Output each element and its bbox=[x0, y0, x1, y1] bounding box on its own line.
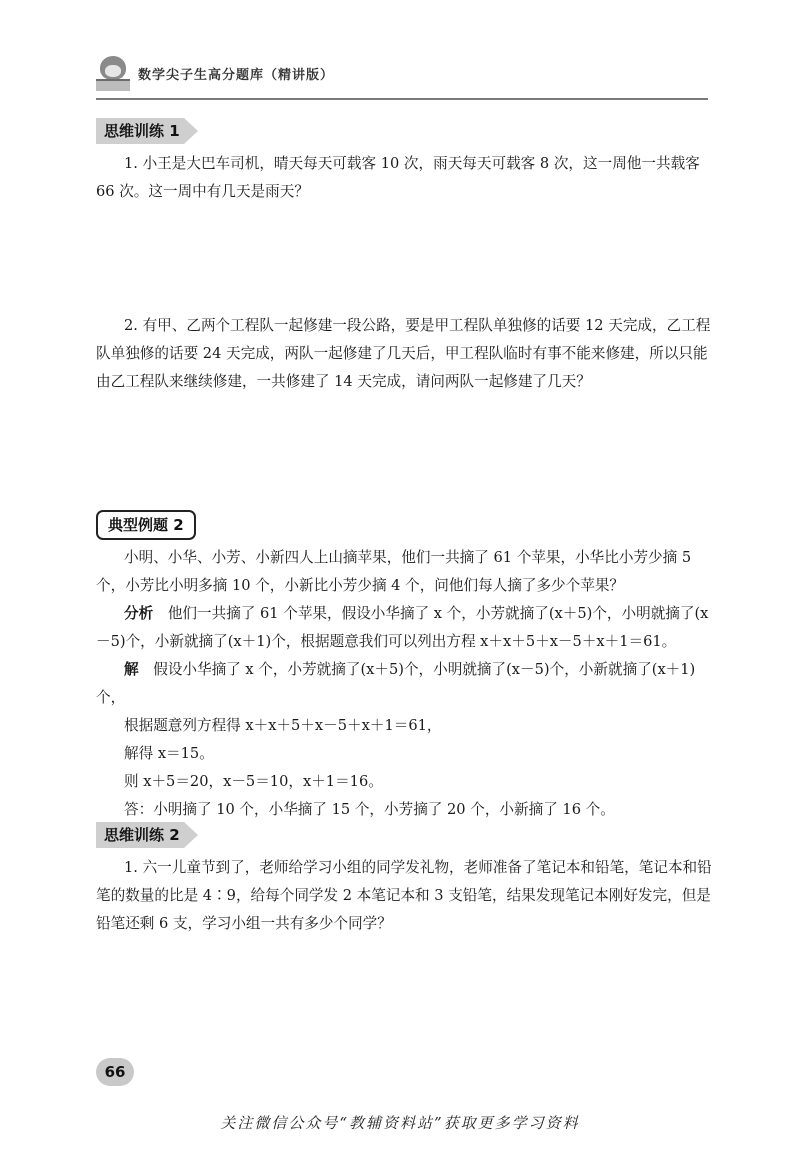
solution-step: 解得 x＝15。 bbox=[124, 745, 214, 762]
analysis-paragraph bbox=[96, 600, 716, 656]
question-text: 1. 六一儿童节到了，老师给学习小组的同学发礼物，老师准备了笔记本和铅笔，笔记本和铅笔的数量的比是 4∶9，给每个同学发 2 本笔记本和 3 支铅笔，结果发现笔记本刚好发完，但是铅笔还剩 6 支，学习小组一共有多少个同学？ bbox=[96, 859, 712, 932]
section-tag-label: 思维训练 1 bbox=[96, 118, 184, 144]
footer-note: 关注微信公众号“教辅资料站”获取更多学习资料 bbox=[220, 1114, 580, 1132]
solution-step: 根据题意列方程得 x＋x＋5＋x－5＋x＋1＝61， bbox=[124, 717, 442, 734]
solution-paragraph bbox=[96, 656, 716, 712]
tag-arrow-icon bbox=[184, 822, 198, 848]
solution-label: 解 bbox=[124, 661, 139, 678]
question-text: 1. 小王是大巴车司机，晴天每天可载客 10 次，雨天每天可载客 8 次，这一周他一共载客 66 次。这一周中有几天是雨天？ bbox=[96, 155, 700, 200]
section-tag-training-1 bbox=[96, 118, 198, 144]
analysis-label: 分析 bbox=[124, 605, 154, 622]
mascot-logo-icon bbox=[96, 56, 130, 90]
question-1-1 bbox=[96, 150, 716, 206]
example-2-body bbox=[96, 544, 716, 824]
page-header bbox=[96, 56, 334, 90]
section-tag-example-2 bbox=[96, 512, 196, 538]
section-tag-training-2 bbox=[96, 822, 198, 848]
header-divider bbox=[96, 98, 708, 100]
example-problem: 小明、小华、小芳、小新四人上山摘苹果，他们一共摘了 61 个苹果，小华比小芳少摘 5 个，小芳比小明多摘 10 个，小新比小芳少摘 4 个，问他们每人摘了多少个苹果？ bbox=[96, 549, 692, 594]
tag-arrow-icon bbox=[184, 118, 198, 144]
solution-text: 假设小华摘了 x 个，小芳就摘了(x＋5)个，小明就摘了(x－5)个，小新就摘了(x＋1)个， bbox=[96, 661, 696, 706]
question-text: 2. 有甲、乙两个工程队一起修建一段公路，要是甲工程队单独修的话要 12 天完成，乙工程队单独修的话要 24 天完成，两队一起修建了几天后，甲工程队临时有事不能来修建，所以只能由乙工程队来继续修建，一共修建了 14 天完成，请问两队一起修建了几天？ bbox=[96, 317, 711, 390]
solution-answer: 答：小明摘了 10 个，小华摘了 15 个，小芳摘了 20 个，小新摘了 16 个。 bbox=[124, 801, 615, 818]
question-2-1 bbox=[96, 854, 716, 938]
question-1-2 bbox=[96, 312, 716, 396]
page-number: 66 bbox=[96, 1058, 134, 1086]
book-title: 数学尖子生高分题库（精讲版） bbox=[138, 67, 335, 83]
solution-step: 则 x＋5＝20，x－5＝10，x＋1＝16。 bbox=[124, 773, 383, 790]
analysis-text: 他们一共摘了 61 个苹果，假设小华摘了 x 个，小芳就摘了(x＋5)个，小明就摘了(x－5)个，小新就摘了(x＋1)个，根据题意我们可以列出方程 x＋x＋5＋x－5＋x＋1＝61。 bbox=[96, 605, 709, 650]
section-tag-label: 典型例题 2 bbox=[96, 510, 196, 540]
section-tag-label: 思维训练 2 bbox=[96, 822, 184, 848]
